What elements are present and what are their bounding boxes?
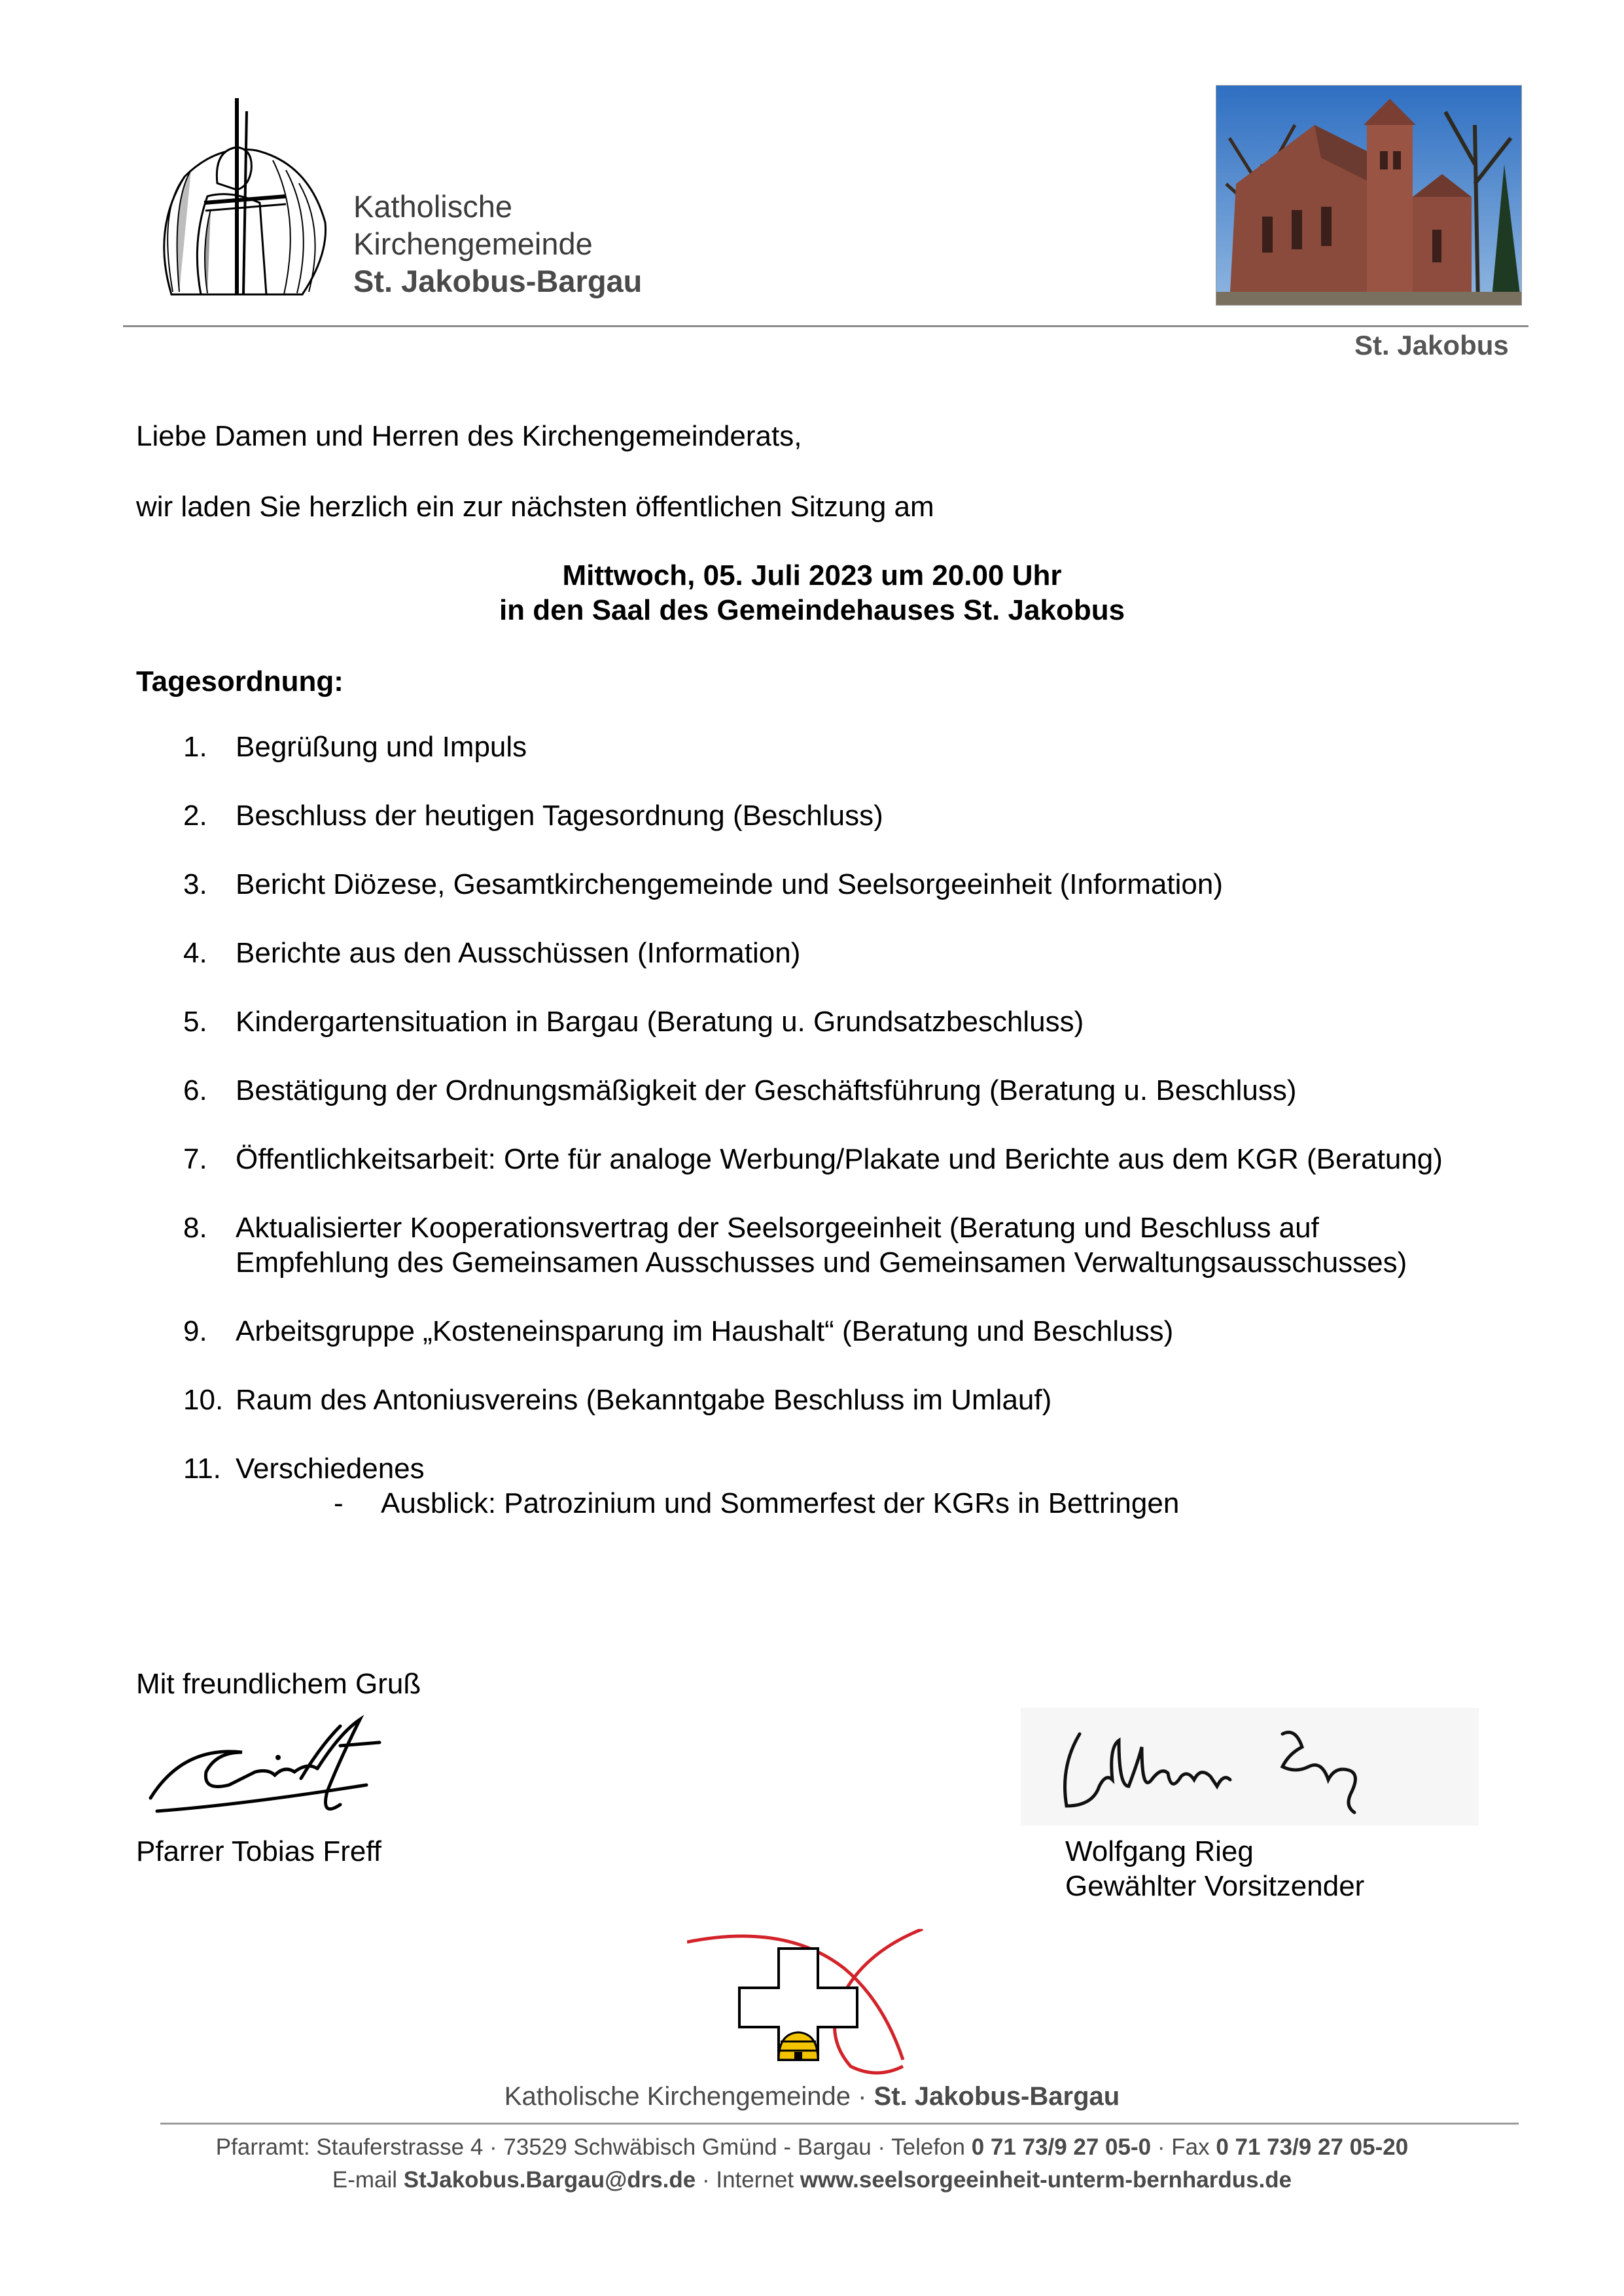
agenda-number: 8. (183, 1212, 207, 1244)
signature-left (144, 1706, 399, 1831)
pilgrim-logo (145, 98, 335, 301)
agenda-number: 9. (183, 1315, 207, 1347)
church-photo (1216, 85, 1522, 306)
agenda-label: Begrüßung und Impuls (236, 731, 527, 763)
footer-fax-label: · Fax (1151, 2134, 1216, 2160)
signatory-right-name: Wolfgang Rieg (1065, 1835, 1254, 1867)
meeting-details (0, 558, 1624, 627)
org-line-1: Katholische (353, 189, 512, 224)
footer-contact-line (0, 2167, 1624, 2193)
closing-salutation: Mit freundlichem Gruß (136, 1668, 421, 1700)
agenda-label: Raum des Antoniusvereins (Bekanntgabe Beschluss im Umlauf) (236, 1384, 1052, 1416)
agenda-label: Verschiedenes (236, 1453, 425, 1485)
agenda-subitem (334, 1486, 1179, 1521)
invitation-text: wir laden Sie herzlich ein zur nächsten öffentlichen Sitzung am (136, 491, 934, 523)
agenda-label: Berichte aus den Ausschüssen (Information) (236, 937, 801, 969)
header-divider (123, 325, 1528, 327)
agenda-label: Aktualisierter Kooperationsvertrag der Seelsorgeeinheit (Beratung und Beschluss auf (236, 1212, 1319, 1244)
greeting: Liebe Damen und Herren des Kirchengemeinderats, (136, 420, 802, 452)
agenda-number: 2. (183, 800, 207, 832)
signature-right (1021, 1708, 1479, 1826)
footer-email: StJakobus.Bargau@drs.de (403, 2167, 696, 2193)
footer-fax: 0 71 73/9 27 05-20 (1216, 2134, 1409, 2160)
footer-divider (160, 2123, 1519, 2125)
subitem-text: Ausblick: Patrozinium und Sommerfest der KGRs in Bettringen (381, 1487, 1180, 1519)
agenda-number: 10. (183, 1384, 224, 1416)
agenda-label: Beschluss der heutigen Tagesordnung (Beschluss) (236, 800, 883, 832)
signatory-right-title: Gewählter Vorsitzender (1065, 1870, 1365, 1902)
org-line-3: St. Jakobus-Bargau (353, 264, 643, 298)
footer-address-line (0, 2134, 1624, 2161)
signatory-left-name: Pfarrer Tobias Freff (136, 1835, 381, 1867)
footer-internet-label: · Internet (696, 2167, 800, 2193)
footer-org-name: St. Jakobus-Bargau (874, 2082, 1120, 2111)
agenda-label: Kindergartensituation in Bargau (Beratung u. Grundsatzbeschluss) (236, 1006, 1084, 1038)
agenda-number: 3. (183, 868, 207, 900)
organization-name (353, 188, 642, 300)
agenda-number: 6. (183, 1074, 207, 1106)
agenda-number: 5. (183, 1006, 207, 1038)
agenda-label: Bestätigung der Ordnungsmäßigkeit der Geschäftsführung (Beratung u. Beschluss) (236, 1074, 1297, 1106)
agenda-number: 4. (183, 937, 207, 969)
agenda-label: Arbeitsgruppe „Kosteneinsparung im Haushalt“ (Beratung und Beschluss) (236, 1315, 1174, 1347)
agenda-label: Bericht Diözese, Gesamtkirchengemeinde und Seelsorgeeinheit (Information) (236, 868, 1223, 900)
footer-phone: 0 71 73/9 27 05-0 (971, 2134, 1152, 2160)
agenda-number: 1. (183, 731, 207, 763)
parish-footer-logo (687, 1929, 936, 2079)
org-line-2: Kirchengemeinde (353, 226, 593, 261)
agenda-label: Öffentlichkeitsarbeit: Orte für analoge Werbung/Plakate und Berichte aus dem KGR (Beratung) (236, 1143, 1443, 1175)
agenda-title: Tagesordnung: (136, 665, 344, 698)
footer-org-prefix: Katholische Kirchengemeinde · (504, 2082, 874, 2111)
subitem-dash: - (334, 1487, 344, 1519)
agenda-label-continued: Empfehlung des Gemeinsamen Ausschusses und Gemeinsamen Verwaltungsausschusses) (236, 1246, 1407, 1279)
footer-email-label: E-mail (332, 2167, 404, 2193)
footer-website: www.seelsorgeeinheit-unterm-bernhardus.de (800, 2167, 1292, 2193)
meeting-date: Mittwoch, 05. Juli 2023 um 20.00 Uhr (562, 559, 1062, 592)
footer-organization (0, 2082, 1624, 2111)
agenda-number: 11. (183, 1453, 221, 1485)
meeting-location: in den Saal des Gemeindehauses St. Jakobus (499, 594, 1125, 626)
agenda-number: 7. (183, 1143, 207, 1175)
footer-address: Pfarramt: Stauferstrasse 4 · 73529 Schwäbisch Gmünd - Bargau · Telefon (215, 2134, 972, 2160)
photo-caption: St. Jakobus (1354, 330, 1509, 361)
